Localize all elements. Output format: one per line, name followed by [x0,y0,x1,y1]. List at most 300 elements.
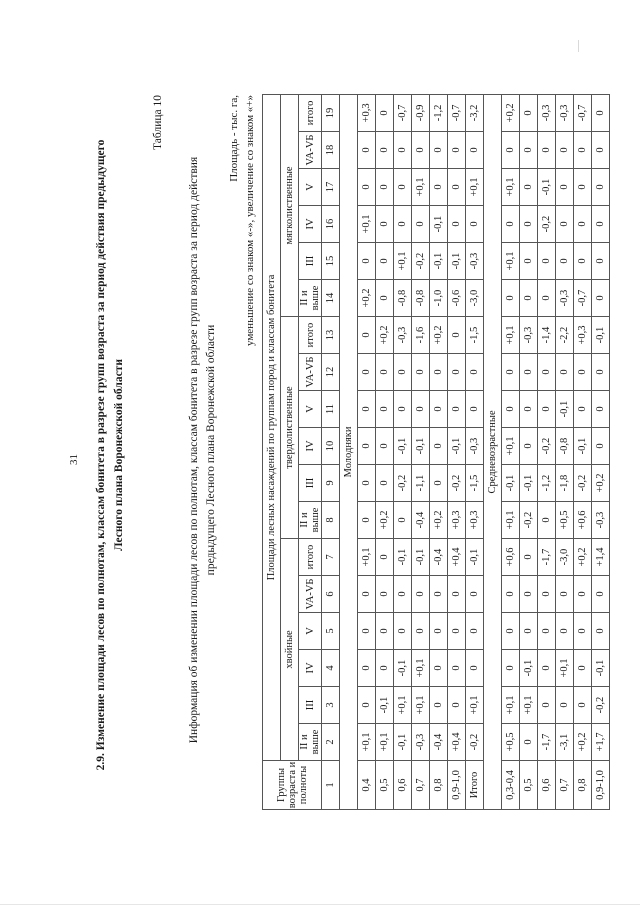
value-cell: 0 [358,243,376,280]
value-cell: 0 [592,206,610,243]
value-cell: +0,1 [412,687,430,724]
value-cell: 0 [556,243,574,280]
value-cell: 0 [556,576,574,613]
value-cell: 0 [430,613,448,650]
table-body [340,94,610,809]
value-cell: 0 [502,576,520,613]
value-cell: 0 [448,354,466,391]
value-cell: 0 [358,576,376,613]
value-cell: 0 [448,206,466,243]
value-cell: 0 [592,354,610,391]
section-title: 2.9. Изменение площади лесов по полнотам, классам бонитета в разрезе групп возраста за период действия предыдущего Лесного плана Воронежской области [95,139,125,771]
value-cell: 0 [376,613,394,650]
value-cell: -0,3 [394,317,412,354]
value-cell: +0,3 [358,94,376,131]
value-cell: 0 [502,206,520,243]
value-cell: +0,5 [502,724,520,761]
value-cell: -0,1 [466,539,484,576]
value-cell: -0,1 [394,724,412,761]
value-cell: -0,7 [574,280,592,317]
value-cell: 0 [574,687,592,724]
value-cell: 0 [376,94,394,131]
column-number-cell: 7 [322,539,340,576]
table-caption: Таблица 10 [152,95,164,150]
value-cell: +0,2 [376,502,394,539]
value-cell: -0,2 [538,206,556,243]
column-number-cell: 13 [322,317,340,354]
value-cell: +0,1 [502,169,520,206]
value-cell: 0 [430,687,448,724]
value-cell: -3,0 [466,280,484,317]
column-number-cell: 10 [322,428,340,465]
column-number-cell: 19 [322,94,340,131]
value-cell: 0 [448,391,466,428]
value-cell: 0 [376,465,394,502]
value-cell: 0 [538,613,556,650]
value-cell: +0,2 [574,539,592,576]
value-cell: -0,3 [520,317,538,354]
row-label-cell: 0,5 [520,761,538,810]
section-title-cell: Молодняки [340,94,358,809]
value-cell: 0 [592,576,610,613]
value-cell: 0 [592,169,610,206]
value-cell: +1,7 [592,724,610,761]
row-label-cell: 0,6 [394,761,412,810]
column-number-cell: 17 [322,169,340,206]
value-cell: 0 [592,280,610,317]
value-cell: -1,6 [412,317,430,354]
table-row [556,94,574,809]
subheader-cell: IV [299,650,322,687]
subheader-cell: II и выше [299,502,322,539]
value-cell: 0 [520,280,538,317]
value-cell: 0 [574,132,592,169]
value-cell: 0 [556,206,574,243]
value-cell: 0 [574,169,592,206]
value-cell: -0,2 [574,465,592,502]
value-cell: 0 [538,243,556,280]
value-cell: -1,5 [466,317,484,354]
value-cell: -0,1 [394,650,412,687]
value-cell: 0 [430,428,448,465]
change-table [262,94,610,810]
table-row [520,94,538,809]
value-cell: 0 [430,576,448,613]
value-cell: 0 [430,391,448,428]
value-cell: 0 [466,206,484,243]
subheader-cell: III [299,687,322,724]
value-cell: 0 [448,317,466,354]
value-cell: 0 [502,280,520,317]
subheader-cell: V [299,169,322,206]
value-cell: +0,2 [502,94,520,131]
value-cell: -0,1 [574,428,592,465]
value-cell: -1,4 [538,317,556,354]
header-group-coniferous: хвойные [281,539,299,761]
value-cell: -0,3 [538,94,556,131]
value-cell: -0,2 [394,465,412,502]
column-number-cell: 16 [322,206,340,243]
value-cell: -0,1 [502,465,520,502]
value-cell: 0 [376,206,394,243]
column-number-cell: 14 [322,280,340,317]
value-cell: -1,7 [538,539,556,576]
value-cell: -1,8 [556,465,574,502]
table-row [502,94,520,809]
value-cell: 0 [538,650,556,687]
subheader-cell: итого [299,539,322,576]
subheader-cell: V [299,613,322,650]
subheader-cell: II и выше [299,280,322,317]
value-cell: -0,4 [430,724,448,761]
value-cell: 0 [358,465,376,502]
value-cell: -3,2 [466,94,484,131]
value-cell: -0,1 [448,428,466,465]
value-cell: +0,1 [412,650,430,687]
value-cell: 0 [376,280,394,317]
value-cell: +0,1 [466,169,484,206]
value-cell: 0 [574,650,592,687]
value-cell: 0 [376,428,394,465]
value-cell: +0,1 [394,243,412,280]
value-cell: 0 [394,132,412,169]
table-row [430,94,448,809]
section-row [484,94,502,809]
subheader-cell: итого [299,94,322,131]
value-cell: +0,1 [502,317,520,354]
value-cell: 0 [574,613,592,650]
value-cell: 0 [412,576,430,613]
units-sign-note: уменьшение со знаком «-», увеличение со знаком «+» [244,95,256,347]
value-cell: 0 [466,132,484,169]
value-cell: -0,7 [574,94,592,131]
value-cell: +0,3 [466,502,484,539]
value-cell: -1,2 [538,465,556,502]
value-cell: 0 [376,650,394,687]
value-cell: -0,3 [592,502,610,539]
value-cell: 0 [592,94,610,131]
row-label-cell: 0,6 [538,761,556,810]
value-cell: +0,5 [556,502,574,539]
table-row [538,94,556,809]
column-number-cell: 4 [322,650,340,687]
value-cell: 0 [394,354,412,391]
column-number-cell: 5 [322,613,340,650]
value-cell: -0,1 [376,687,394,724]
value-cell: 0 [466,576,484,613]
value-cell: 0 [592,132,610,169]
value-cell: 0 [430,169,448,206]
value-cell: +0,1 [358,539,376,576]
value-cell: 0 [538,280,556,317]
subheader-cell: IV [299,428,322,465]
value-cell: +0,1 [502,428,520,465]
row-label-cell: 0,8 [430,761,448,810]
value-cell: 0 [502,391,520,428]
value-cell: +0,2 [574,724,592,761]
section-title-cell: Средневозрастные [484,94,502,809]
value-cell: 0 [412,391,430,428]
value-cell: 0 [412,613,430,650]
value-cell: 0 [592,243,610,280]
table-row [448,94,466,809]
value-cell: +0,1 [502,243,520,280]
column-number-cell: 11 [322,391,340,428]
value-cell: -1,5 [466,465,484,502]
column-number-row [322,94,340,809]
value-cell: -0,3 [466,243,484,280]
value-cell: -0,2 [520,502,538,539]
column-number-cell: 3 [322,687,340,724]
value-cell: 0 [538,354,556,391]
value-cell: -0,6 [448,280,466,317]
value-cell: 0 [556,169,574,206]
subheader-cell: II и выше [299,724,322,761]
value-cell: -0,8 [394,280,412,317]
value-cell: -0,9 [412,94,430,131]
value-cell: -0,1 [520,650,538,687]
value-cell: 0 [430,132,448,169]
row-label-cell: Итого [466,761,484,810]
value-cell: -0,2 [538,428,556,465]
value-cell: -0,1 [592,317,610,354]
value-cell: 0 [430,650,448,687]
column-number-cell: 1 [322,761,340,810]
value-cell: -0,1 [556,391,574,428]
value-cell: 0 [538,687,556,724]
value-cell: 0 [466,650,484,687]
value-cell: -0,2 [448,465,466,502]
column-number-cell: 2 [322,724,340,761]
column-number-cell: 6 [322,576,340,613]
row-label-cell: 0,3-0,4 [502,761,520,810]
value-cell: 0 [574,354,592,391]
value-cell: 0 [448,576,466,613]
value-cell: 0 [448,650,466,687]
value-cell: -0,1 [412,428,430,465]
value-cell: +0,1 [376,724,394,761]
subheader-cell: III [299,465,322,502]
value-cell: 0 [358,317,376,354]
header-group-softwood: мягколиственные [281,94,299,316]
subheader-cell: IV [299,206,322,243]
subheader-cell: VA-VБ [299,354,322,391]
value-cell: 0 [574,206,592,243]
value-cell: 0 [376,576,394,613]
value-cell: 0 [376,169,394,206]
value-cell: +0,1 [358,724,376,761]
value-cell: -0,3 [466,428,484,465]
value-cell: 0 [394,169,412,206]
row-label-cell: 0,9-1,0 [592,761,610,810]
value-cell: 0 [520,539,538,576]
value-cell: -0,7 [448,94,466,131]
value-cell: 0 [358,132,376,169]
value-cell: 0 [448,687,466,724]
value-cell: +0,3 [448,502,466,539]
value-cell: 0 [502,650,520,687]
value-cell: 0 [520,243,538,280]
header-age-groups: Группы возраста и полноты [263,761,322,810]
column-number-cell: 9 [322,465,340,502]
value-cell: 0 [448,169,466,206]
value-cell: +0,2 [430,317,448,354]
value-cell: 0 [376,539,394,576]
value-cell: 0 [448,613,466,650]
value-cell: 0 [358,428,376,465]
header-main: Площади лесных насаждений по группам пород и классам бонитета [263,94,281,760]
value-cell: -0,1 [520,465,538,502]
value-cell: -1,1 [412,465,430,502]
value-cell: 0 [574,391,592,428]
value-cell: -1,7 [538,724,556,761]
value-cell: -0,8 [412,280,430,317]
subheader-cell: V [299,391,322,428]
value-cell: -2,2 [556,317,574,354]
column-number-cell: 8 [322,502,340,539]
value-cell: 0 [376,391,394,428]
value-cell: 0 [538,132,556,169]
value-cell: +0,1 [466,687,484,724]
value-cell: -0,4 [430,539,448,576]
value-cell: 0 [376,354,394,391]
value-cell: 0 [358,391,376,428]
value-cell: -1,2 [430,94,448,131]
value-cell: -0,1 [430,243,448,280]
value-cell: -0,3 [412,724,430,761]
value-cell: 0 [520,724,538,761]
value-cell: 0 [448,132,466,169]
value-cell: -0,1 [538,169,556,206]
column-number-cell: 18 [322,132,340,169]
value-cell: 0 [538,576,556,613]
value-cell: 0 [556,354,574,391]
subheader-cell: III [299,243,322,280]
value-cell: 0 [376,243,394,280]
value-cell: 0 [520,132,538,169]
value-cell: 0 [520,206,538,243]
value-cell: -0,1 [412,539,430,576]
value-cell: 0 [520,391,538,428]
table-row [412,94,430,809]
page-number: 31 [68,454,80,465]
value-cell: 0 [502,613,520,650]
value-cell: +0,4 [448,539,466,576]
value-cell: +0,1 [394,687,412,724]
row-label-cell: 0,7 [556,761,574,810]
row-label-cell: 0,4 [358,761,376,810]
value-cell: 0 [520,576,538,613]
table-row [358,94,376,809]
value-cell: +0,4 [448,724,466,761]
value-cell: 0 [466,354,484,391]
value-cell: 0 [376,132,394,169]
value-cell: 0 [466,391,484,428]
table-row [394,94,412,809]
value-cell: 0 [358,650,376,687]
value-cell: -3,1 [556,724,574,761]
subheader-cell: VA-VБ [299,132,322,169]
value-cell: 0 [520,354,538,391]
value-cell: 0 [358,687,376,724]
value-cell: +0,2 [430,502,448,539]
value-cell: -0,1 [394,428,412,465]
value-cell: 0 [394,206,412,243]
value-cell: +0,2 [592,465,610,502]
column-number-cell: 15 [322,243,340,280]
value-cell: +0,1 [412,169,430,206]
value-cell: 0 [592,613,610,650]
row-label-cell: 0,8 [574,761,592,810]
value-cell: +0,6 [502,539,520,576]
table-row [574,94,592,809]
units-note: Площадь - тыс. га, [228,95,240,182]
value-cell: 0 [394,391,412,428]
table-row [376,94,394,809]
value-cell: +0,1 [502,502,520,539]
value-cell: 0 [592,428,610,465]
value-cell: 0 [412,132,430,169]
value-cell: 0 [520,613,538,650]
value-cell: +0,1 [502,687,520,724]
row-label-cell: 0,5 [376,761,394,810]
value-cell: 0 [520,94,538,131]
value-cell: 0 [574,576,592,613]
row-label-cell: 0,9-1,0 [448,761,466,810]
value-cell: 0 [358,613,376,650]
value-cell: -0,2 [592,687,610,724]
value-cell: 0 [412,206,430,243]
value-cell: 0 [520,428,538,465]
value-cell: -0,7 [394,94,412,131]
value-cell: +0,1 [520,687,538,724]
value-cell: 0 [538,391,556,428]
value-cell: 0 [520,169,538,206]
value-cell: 0 [556,132,574,169]
value-cell: 0 [466,613,484,650]
subheader-row [299,94,322,809]
value-cell: 0 [358,502,376,539]
value-cell: -0,4 [412,502,430,539]
subheader-cell: VA-VБ [299,576,322,613]
subheader-cell: итого [299,317,322,354]
row-label-cell: 0,7 [412,761,430,810]
value-cell: 0 [358,169,376,206]
value-cell: +0,6 [574,502,592,539]
value-cell: 0 [592,391,610,428]
value-cell: 0 [358,354,376,391]
table-row [592,94,610,809]
header-group-hardwood: твердолиственные [281,317,299,539]
value-cell: +0,3 [574,317,592,354]
value-cell: 0 [502,354,520,391]
value-cell: 0 [430,465,448,502]
value-cell: -1,0 [430,280,448,317]
value-cell: -0,1 [430,206,448,243]
value-cell: 0 [394,502,412,539]
value-cell: +0,1 [556,650,574,687]
value-cell: +0,1 [358,206,376,243]
value-cell: 0 [412,354,430,391]
value-cell: 0 [394,576,412,613]
value-cell: -0,8 [556,428,574,465]
table-row [466,94,484,809]
value-cell: -0,1 [592,650,610,687]
value-cell: -0,1 [394,539,412,576]
value-cell: 0 [538,502,556,539]
section-row [340,94,358,809]
value-cell: -3,0 [556,539,574,576]
